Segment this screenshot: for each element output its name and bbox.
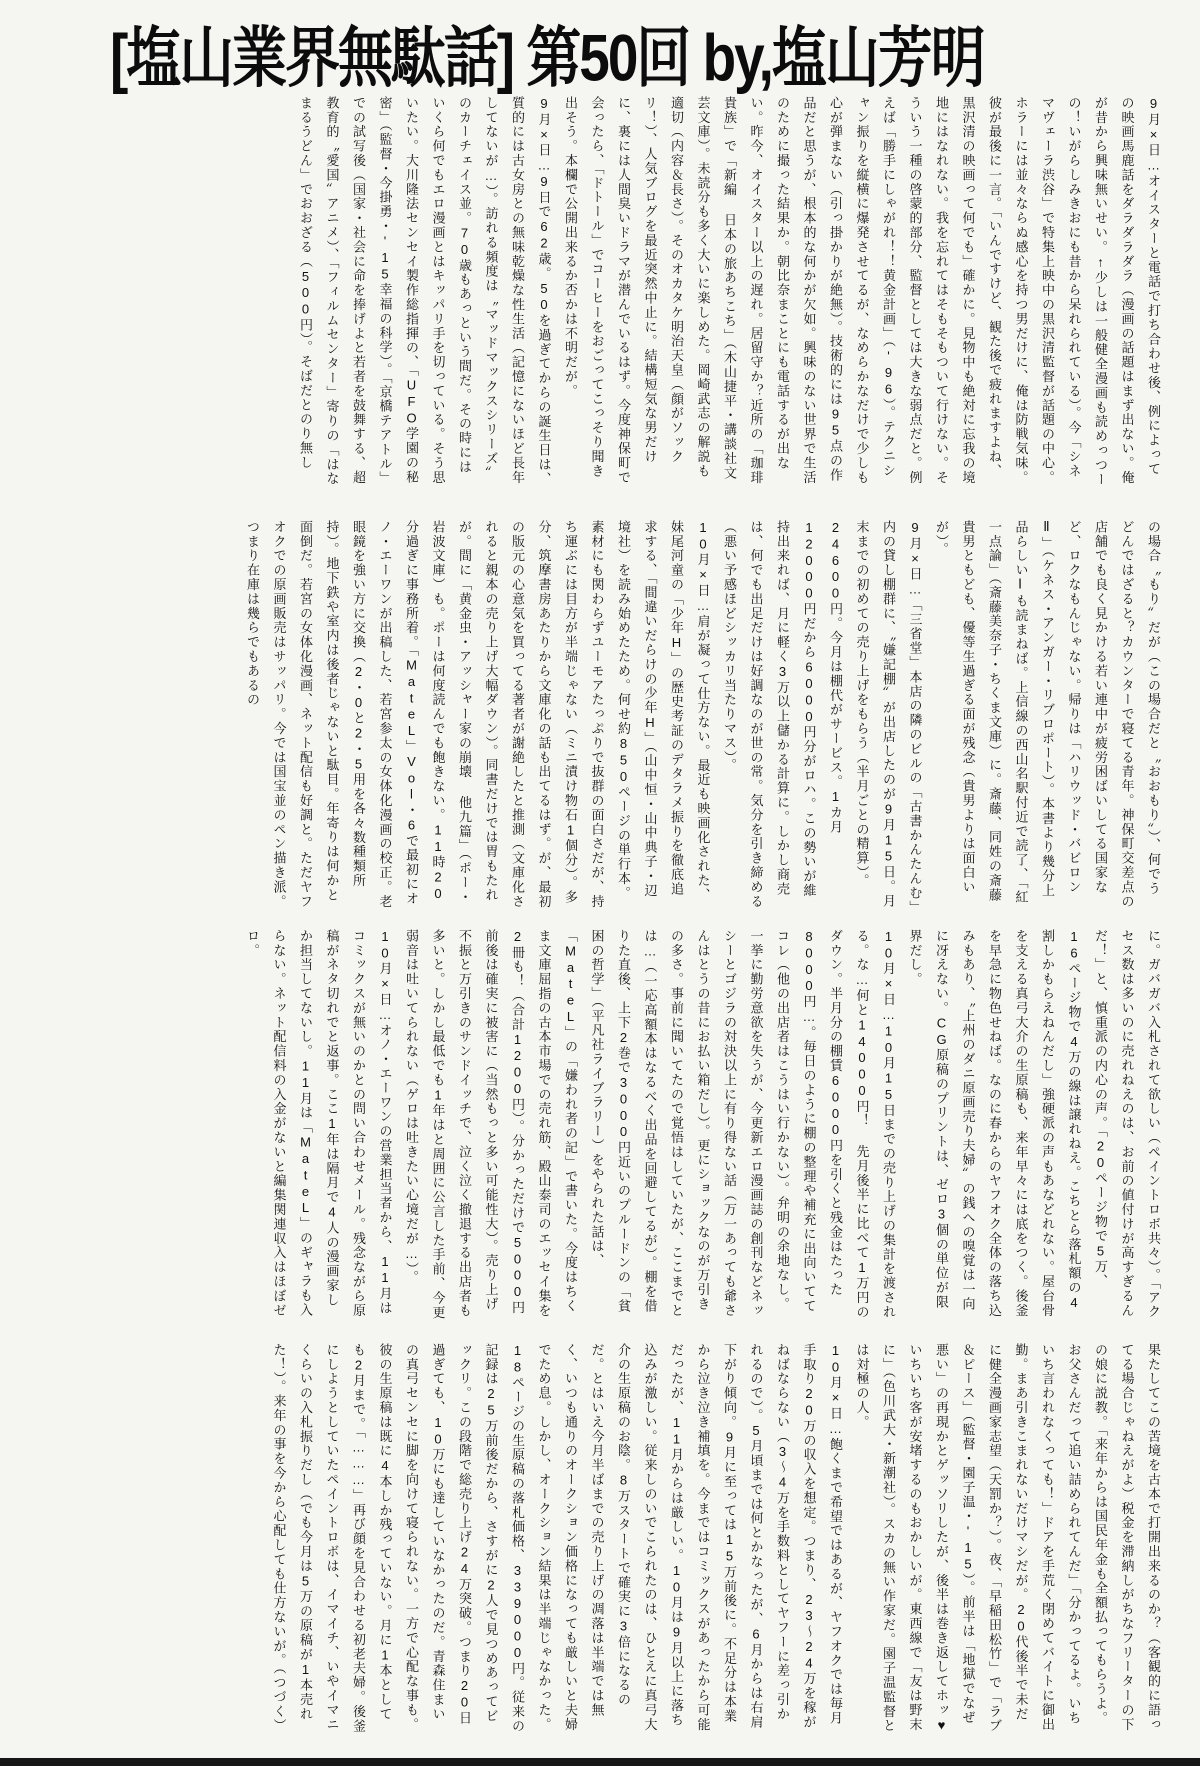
diary-entry: 果たしてこの苦境を古本で打開出来るのか？（客観的に語ってる場合じゃねえがよ）税金を滞納しがちなフリーターの下の娘に説教。「来年からは国民年金も全額払ってもらうよ。お父さんだって追い詰められてんだ」「分かってるよ。いちいち言われなくっても！」ドアを手荒く閉めてバイトに御出勤。まあ引きこまれないだけマシだが。20代後半で未だに健全漫画家志望（天罰か？）。夜、「早稲田松竹」で「ラブ＆ピース」（監督・園子温・'15）。前半は「地獄でなぜ悪い」の再現かとゲッソリしたが、後半は巻き返してホッ♥ いちいち客が安堵するのもおかしいが。東西線で「友は野末に」（色川武大・新潮社）。スカの無い作家だ。園子温監督とは対極の人。 (854, 1343, 1161, 1734)
diary-band-3 (76, 929, 1166, 1321)
column-title: [塩山業界無駄話] 第50回 by,塩山芳明 (110, 20, 984, 95)
diary-band-2 (76, 520, 1166, 910)
diary-entry: 10月×日…10月15日までの売り上げの集計を渡される。な…何と14000円！ 先月後半に比べて1万円のダウン。半月分の棚賃6000円を引くと残金はたった8000円…。毎日のように棚の整理や補充に出向いててコレ（他の出店者はこうはい行かない）。弁明の余地なし。一挙に勤労意欲を失うが、今更新エロ漫画誌の創刊などネッシーとゴジラの対決以上に有り得ない話（万一あっても爺さんはとうの昔にお払い箱だし）。更にショックなのが万引きの多さ。事前に聞いてたので覚悟はしていたが、ここまでとは…（一応高額本はなるべく出品を回避してるが）。棚を借りた直後、上下2巻で3000円近いのプルードンの「貧困の哲学」（平凡社ライブラリー）をやられた話は、「MateL」の「嫌われ者の記」で書いた。今度はちくま文庫屈指の古本市場での売れ筋、殿山泰司のエッセイ集を2冊も！（合計1200円）。分かっただけで5000円前後は確実に被害に（当然もっと多い可能性大）。売り上げ不振と万引きのサンドイッチで、泣く泣く撤退する出店者も多いと。しかし最低でも1年はと周囲に公言した手前、今更弱音は吐いてられない（ゲロは吐きたい心境だが…）。 (404, 929, 896, 1320)
diary-band-1 (76, 96, 1166, 488)
diary-entry: に。ガバガバ入札されて欲しい（ペイントロボ共々）。「アクセス数は多いのに売れねえのは、お前の値付けが高すぎるんだ！」と、慎重派の内心の声。「20ページ物で5万、16ページ物で4万の線は譲れねえ。こちとら落札額の4割しかもらえねんだし」強硬派の声もあなどれない。屋台骨を支える真弓大介の生原稿も、来年早々には底をつく。後釜を早急に物色せねば。なのに春からのヤフオク全体の落ち込みもあり、〝上州のダニ原画売り夫婦〟の銭への嗅覚は一向に冴えない。CG原稿のプリントは、ゼロ3個の単位が限界だし。 (907, 929, 1161, 1320)
diary-entry: 9月×日…9日で62歳。50を過ぎてからの誕生日は、質的には古女房との無味乾燥な性生活（記憶にないほど長年してないが…）。訪れる頻度は〝マッドマックスシリーズ〟のカーチェイス並。70歳もあっという間だ。その時にはいくら何でもエロ漫画とはキッパリ手を切っている。そう思いたい。大川隆法センセイ製作総指揮の、「UFO学園の秘密」（監督・今掛勇・'15幸福の科学）。「京橋テアトル」での試写後（国家・社会に命を捧げよと若者を鼓舞する、超教育的〝愛国〟アニメ）、「フィルムセンター」寄りの「はなまるうどん」でおおざる（500円）。そばだとのり無し (298, 96, 552, 487)
diary-entry: 9月×日…「三省堂」本店の隣のビルの「古書かんたんむ」内の貸し棚群に、〝嫌記棚〟が出店したのが9月15日。月末までの初めての売り上げをもらう（半月ごとの精算）。24600円。今月は棚代がサービス。1カ月12000円だから6000円分がロハ。この勢いが維持出来れば、月に軽く3万以上儲かる計算に。しかし商売は、何でも出足だけは好調なのが世の常。気分を引き締める（悪い予感ほどシッカリ当たりマス）。 (722, 520, 923, 909)
scan-edge-artifact (0, 1758, 1200, 1766)
diary-entry: 10月×日…肩が凝って仕方ない。最近も映画化された、妹尾河童の「少年H」の歴史考証のデタラメ振りを徹底追求する、「間違いだらけの少年H」（山中恒・山中典子・辺境社）を読み始めたため。何せ約850ページの単行本。素材にも関わらずユーモアたっぷりで抜群の面白さだが、持ち運ぶには目方が半端じゃない（ミニ漬け物石1個分）。多分、筑摩書房あたりから文庫化の話も出てるはず。が、最初の版元の心意気を買ってる著者が謝絶したと推測（文庫化されると親本の売り上げ大幅ダウン）。同書だけでは胃もたれが。間に「黄金虫・アッシャー家の崩壊 他九篇」（ポー・岩波文庫）も。ポーは何度読んでも飽きない。11時20分過ぎに事務所着。「MateL」Vol・6で最初にオノ・エーワンが出稿した、若宮参太の女体化漫画の校正。老眼鏡を強い方に交換（2・0と2・5用を各々数種類所持）。地下鉄や室内は後者じゃないと駄目。年寄りは何かと面倒だ。若宮の女体化漫画、ネット配信も好調と。ただヤフオクでの原画販売はサッパリ。今では国宝並のペン描き派。つまり在庫は幾らでもあるの (245, 520, 711, 909)
diary-entry: 10月×日…オノ・エーワンの営業担当者から、11月はコミックスが無いのかとの問い合わせメール。残念ながら原稿がネタ切れでと返事。ここ1年は隔月で4人の漫画家しか担当してないし。11月は「MateL」のギャラも入らない。ネット配信料の入金がないと編集関連収入はほぼゼロ。 (245, 929, 393, 1318)
diary-entry: の場合〝もり〟だが（この場合だと〝おおもり〟）、何でうどんではざると？カウンターで寝てる青年。神保町交差点の店舗でも良く見かける若い連中が疲労困ばいしてる国家など、ロクなもんじゃない。帰りは「ハリウッド・バビロンⅡ」（ケネス・アンガー・リブロポート）。本書より幾分上品らしいⅠも読まねば。上信線の西山名駅付近で読了、「紅一点論」（斎藤美奈子・ちくま文庫）に。斎藤、同姓の斎藤貴男ともども、優等生過ぎる面が残念（貴男よりは面白いが）。 (934, 520, 1161, 909)
diary-band-4 (76, 1343, 1166, 1735)
diary-entry: 9月×日…オイスターと電話で打ち合わせ後、例によっての映画馬鹿話をダラダラダラ（漫画の話題はまず出ない。俺が昔から興味無いせい。↑少しは一般健全漫画も読めっつーの！いがらしみきおにも昔から呆れられている）。今「シネマヴェーラ渋谷」で特集上映中の黒沢清監督が話題の中心。ホラーには並々ならぬ感心を持つ男だけに、俺は防戦気味。彼が最後に一言。「いんですけど、観た後で疲れますよね、黒沢清の映画って何でも」確かに。見物中も絶対に忘我の境地にはなれない。我を忘れてはそもそもついて行けない。そういう一種の啓蒙的部分、監督としては大きな弱点だと。例えば「勝手にしゃがれ！！黄金計画」（'96）。テクニシャン振りを縦横に爆発させてるが、なめらかなだけで少しも心が弾まない（引っ掛かりが絶無）。技術的には95点の作品だと思うが、根本的な何かが欠如。興味のない世界で生活のために撮った結果か。朝比奈まことにも電話するが出ない。昨今、オイスター以上の遅れ。居留守か？近所の「珈琲貴族」で「新編 日本の旅あちこち」（木山捷平・講談社文芸文庫）。未読分も多く大いに楽しめた。岡崎武志の解説も適切（内容＆長さ）。そのオカタケ明治天皇（顔がソックリ！）、人気ブログを最近突然中止に。結構短気な男だけに、裏には人間臭いドラマが潜んでいるはず。今度神保町で会ったら、「ドトール」でコーヒーをおごってこっそり聞き出そう。本欄で公開出来るか否かは不明だが。 (563, 96, 1161, 487)
diary-entry: 10月×日…飽くまで希望ではあるが、ヤフオクでは毎月手取り20万の収入を想定。つまり、23〜24万を稼がねばならない（3〜4万を手数料としてヤフーに差っ引かれるので）。5月頃までは何とかなったが、6月からは右肩下がり傾向。9月に至っては15万前後に。不足分は本業から泣き泣き補填を。今まではコミックスがあったから可能だったが、11月からは厳しい。10月は9月以上に落ち込みが激しい。従来しのいでこられたのは、ひとえに真弓大介の生原稿のお陰。8万スタートで確実に3倍になるのだ。とはいえ今月半ばまでの売り上げの凋落は半端では無く、いつも通りのオークション価格になっても厳しいと夫婦でため息。しかし、オークション結果は半端じゃなかった。18ページの生原稿の落札価格、339000円。従来の記録は25万前後だから、さすがに2人で見つめあってビックリ。この段階で総売り上げ24万突破。つまり20日過ぎても、10万にも達していなかったのだ。青森住まいの真弓センセに脚を向けて寝られない。一方で心配な事も。彼の生原稿は既に4本しか残っていない。月に1本としても2月まで。「………」再び顔を見合わせる初老夫婦。後釜にしようとしていたペイントロボは、イマイチ、いやイマニくらいの入札振りだし（でも今月は5万の原稿が1本売れた！）。来年の事を今から心配しても仕方ないが。（つづく） (271, 1343, 843, 1734)
